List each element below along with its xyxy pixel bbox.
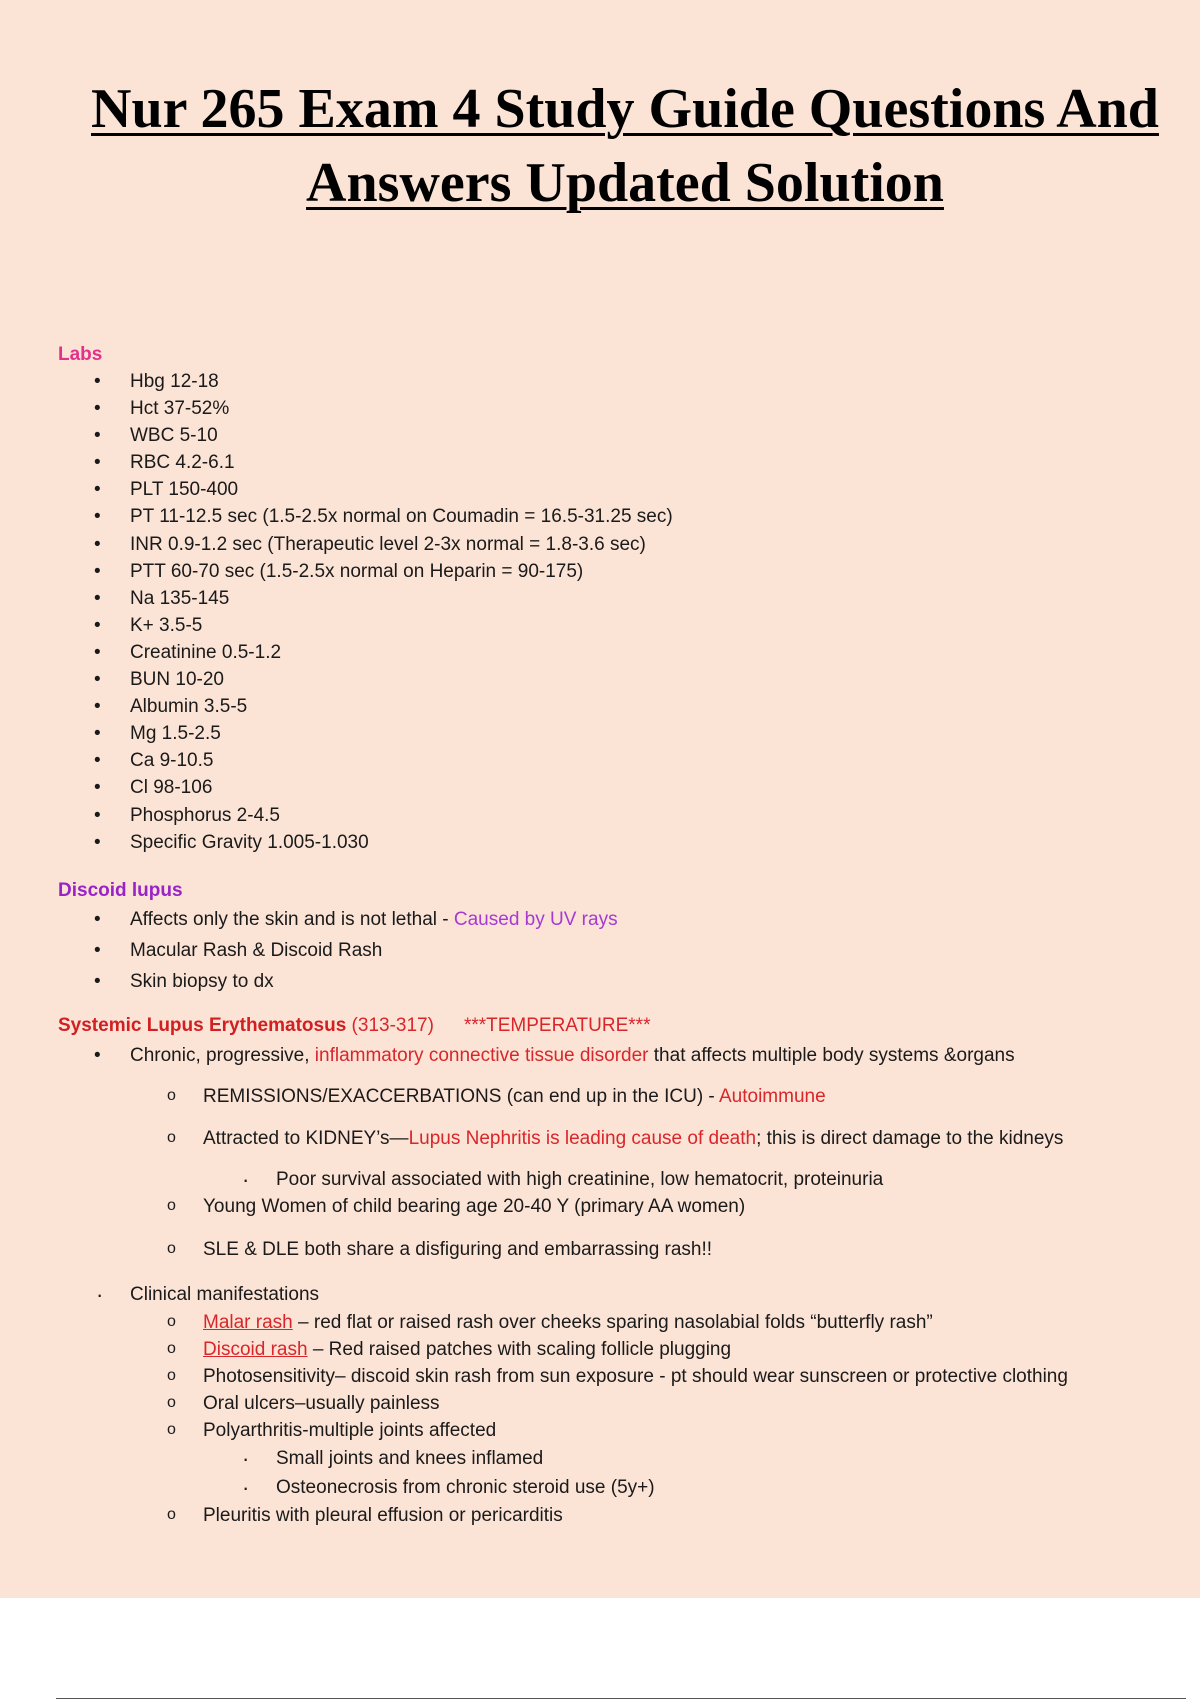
list-item: • Skin biopsy to dx [58, 966, 1188, 997]
lab-item: • Albumin 3.5-5 [58, 693, 1188, 720]
labs-list [58, 368, 1188, 856]
labs-heading: Labs [58, 344, 103, 365]
list-item [58, 1083, 1188, 1110]
sle-list [58, 1039, 1188, 1529]
list-item: • Macular Rash & Discoid Rash [58, 935, 1188, 966]
list-item: o Oral ulcers–usually painless [58, 1390, 1188, 1417]
kidney-text-end: ; this is direct damage to the kidneys [756, 1127, 1064, 1149]
lab-item: • Hbg 12-18 [58, 368, 1188, 395]
lab-item: • Cl 98-106 [58, 774, 1188, 801]
uv-rays-highlight: Caused by UV rays [453, 908, 618, 930]
lab-item: • Hct 37-52% [58, 395, 1188, 422]
lab-item: • PLT 150-400 [58, 476, 1188, 503]
lupus-nephritis-highlight: Lupus Nephritis is leading cause of death [408, 1127, 757, 1149]
lab-item: • PT 11-12.5 sec (1.5-2.5x normal on Coumadin = 16.5-31.25 sec) [58, 503, 1188, 530]
title-line-2: Answers Updated Solution [306, 152, 944, 214]
discoid-heading: Discoid lupus [58, 879, 183, 901]
discoid-item-text: Affects only the skin and is not lethal - [130, 908, 454, 930]
list-item: · Osteonecrosis from chronic steroid use (5y+) [58, 1473, 1188, 1502]
lab-item: • Phosphorus 2-4.5 [58, 802, 1188, 829]
discoid-rash-text: – Red raised patches with scaling follicle plugging [307, 1338, 732, 1360]
remissions-text: REMISSIONS/EXACCERBATIONS (can end up in the ICU) - [203, 1085, 719, 1107]
lab-item: • Ca 9-10.5 [58, 747, 1188, 774]
list-item: o Polyarthritis-multiple joints affected [58, 1417, 1188, 1444]
malar-rash-text: – red flat or raised rash over cheeks sparing nasolabial folds “butterfly rash” [292, 1311, 933, 1333]
sle-pages: (313-317) [346, 1014, 434, 1036]
lab-item: • WBC 5-10 [58, 422, 1188, 449]
lab-item: • PTT 60-70 sec (1.5-2.5x normal on Heparin = 90-175) [58, 558, 1188, 585]
list-item [58, 1039, 1188, 1073]
autoimmune-highlight: Autoimmune [718, 1085, 826, 1107]
list-item [58, 1125, 1188, 1152]
list-item: o Pleuritis with pleural effusion or pericarditis [58, 1502, 1188, 1529]
title-line-1: Nur 265 Exam 4 Study Guide Questions And [91, 78, 1159, 140]
lab-item: • RBC 4.2-6.1 [58, 449, 1188, 476]
chronic-text: Chronic, progressive, [130, 1044, 315, 1066]
lab-item: • K+ 3.5-5 [58, 612, 1188, 639]
chronic-highlight: inflammatory connective tissue disorder [314, 1044, 649, 1066]
lab-item: • Na 135-145 [58, 585, 1188, 612]
list-item: o Photosensitivity– discoid skin rash from sun exposure - pt should wear sunscreen or protective clothing [58, 1363, 1188, 1390]
chronic-text-end: that affects multiple body systems &organs [648, 1044, 1015, 1066]
list-item: o Young Women of child bearing age 20-40 Y (primary AA women) [58, 1192, 1188, 1221]
footer-divider [56, 1698, 1186, 1699]
temperature-note: ***TEMPERATURE*** [463, 1014, 651, 1036]
lab-item: • Creatinine 0.5-1.2 [58, 639, 1188, 666]
list-item [58, 1309, 1188, 1336]
document-title [60, 72, 1190, 220]
lab-item: • BUN 10-20 [58, 666, 1188, 693]
list-item: · Clinical manifestations [58, 1280, 1188, 1309]
list-item: · Poor survival associated with high creatinine, low hematocrit, proteinuria [58, 1168, 1188, 1192]
list-item: o SLE & DLE both share a disfiguring and embarrassing rash!! [58, 1236, 1188, 1263]
discoid-list [58, 904, 1188, 997]
lab-item: • Specific Gravity 1.005-1.030 [58, 829, 1188, 856]
document-body [58, 342, 1188, 1529]
sle-heading: Systemic Lupus Erythematosus [58, 1014, 347, 1036]
lab-item: • INR 0.9-1.2 sec (Therapeutic level 2-3x normal = 1.8-3.6 sec) [58, 531, 1188, 558]
malar-rash-highlight: Malar rash [203, 1311, 293, 1333]
kidney-text: Attracted to KIDNEY’s— [203, 1127, 409, 1149]
list-item: · Small joints and knees inflamed [58, 1444, 1188, 1473]
list-item [58, 1336, 1188, 1363]
discoid-rash-highlight: Discoid rash [203, 1338, 308, 1360]
lab-item: • Mg 1.5-2.5 [58, 720, 1188, 747]
sle-heading-line [58, 1013, 1188, 1039]
list-item [58, 904, 1188, 935]
